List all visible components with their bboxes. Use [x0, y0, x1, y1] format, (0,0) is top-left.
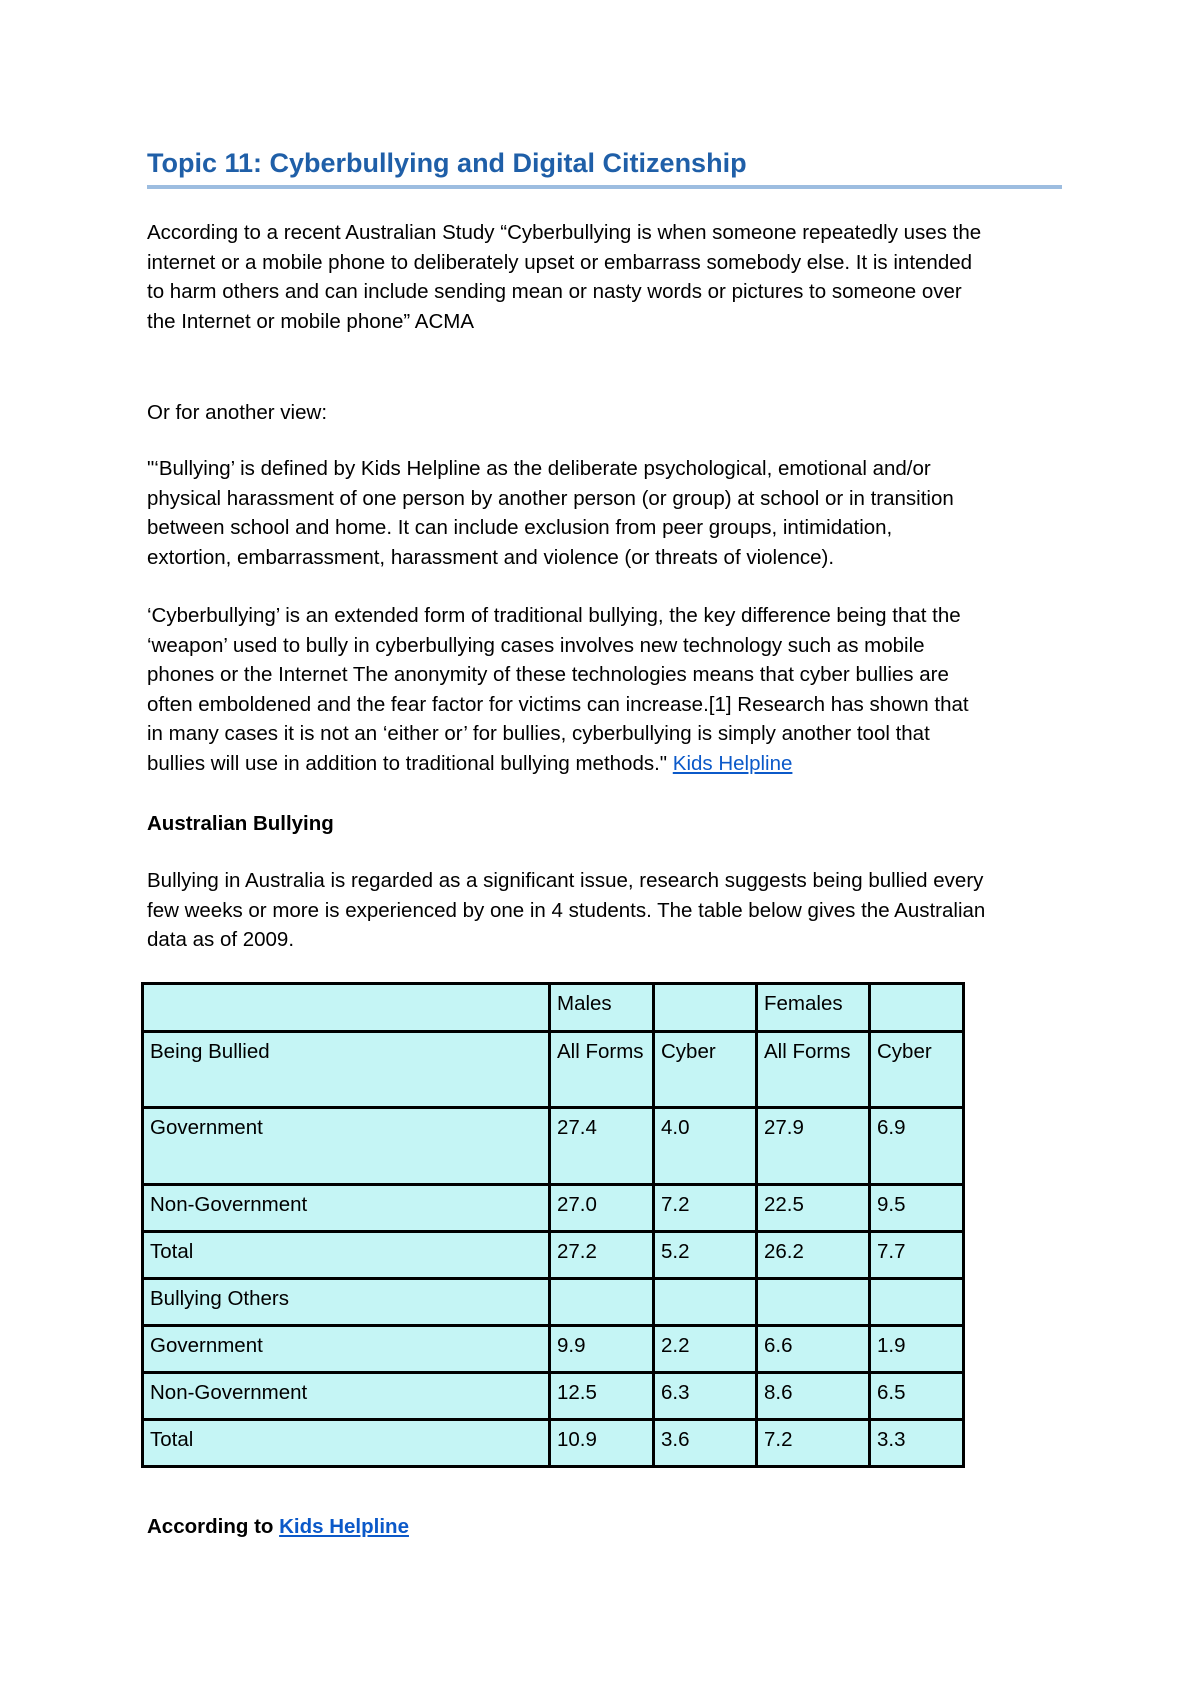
table-cell: Females — [757, 984, 870, 1032]
intro-line: to harm others and can include sending mean or nasty words or pictures to someone over — [147, 280, 962, 303]
table-cell: All Forms — [757, 1032, 870, 1108]
table-cell: 9.9 — [550, 1326, 654, 1373]
table-cell: Males — [550, 984, 654, 1032]
table-cell: 7.2 — [654, 1185, 757, 1232]
table-cell: Non-Government — [143, 1373, 550, 1420]
page-title: Topic 11: Cyberbullying and Digital Citizenship — [147, 148, 1062, 189]
table-cell: 6.9 — [870, 1108, 964, 1185]
table-cell: 6.6 — [757, 1326, 870, 1373]
table-cell — [870, 1279, 964, 1326]
table-cell: 6.5 — [870, 1373, 964, 1420]
table-cell: 6.3 — [654, 1373, 757, 1420]
quote-paragraph-1 — [147, 454, 1062, 572]
intro-line: internet or a mobile phone to deliberately upset or embarrass somebody else. It is intended — [147, 250, 973, 274]
table-cell: 10.9 — [550, 1420, 654, 1467]
table-cell: Total — [143, 1232, 550, 1279]
table-cell: 2.2 — [654, 1326, 757, 1373]
table-cell: 12.5 — [550, 1373, 654, 1420]
kids-helpline-link[interactable]: Kids Helpline — [672, 751, 793, 775]
quote1-line: "‘Bullying’ is defined by Kids Helpline as the deliberate psychological, emotional and/or — [147, 457, 931, 480]
bullying-line: few weeks or more is experienced by one in 4 students. The table below gives the Australian — [147, 898, 986, 922]
intro-line: the Internet or mobile phone” ACMA — [147, 309, 475, 333]
quote1-line: between school and home. It can include exclusion from peer groups, intimidation, — [147, 516, 893, 539]
table-cell — [870, 984, 964, 1032]
table-row — [143, 1326, 964, 1373]
intro-line: According to a recent Australian Study “Cyberbullying is when someone repeatedly uses the — [147, 221, 982, 244]
table-cell: 3.6 — [654, 1420, 757, 1467]
quote1-line: extortion, embarrassment, harassment and violence (or threats of violence). — [147, 545, 835, 569]
table-cell — [654, 984, 757, 1032]
table-cell: Cyber — [870, 1032, 964, 1108]
bullying-paragraph — [147, 866, 1062, 955]
bullying-line: Bullying in Australia is regarded as a significant issue, research suggests being bullied every — [147, 869, 984, 892]
footer-prefix: According to — [147, 1515, 280, 1538]
table-row — [143, 1420, 964, 1467]
table-cell: 9.5 — [870, 1185, 964, 1232]
quote2-last-line: bullies will use in addition to traditional bullying methods." — [147, 751, 673, 775]
quote2-line: often emboldened and the fear factor for victims can increase.[1] Research has shown that — [147, 692, 969, 716]
table-cell: Government — [143, 1108, 550, 1185]
table-cell: 5.2 — [654, 1232, 757, 1279]
table-cell: 4.0 — [654, 1108, 757, 1185]
table-cell: Being Bullied — [143, 1032, 550, 1108]
section-heading: Australian Bullying — [147, 812, 334, 835]
quote2-line: ‘Cyberbullying’ is an extended form of traditional bullying, the key difference being that the — [147, 604, 961, 627]
table-cell: 26.2 — [757, 1232, 870, 1279]
table-cell: Government — [143, 1326, 550, 1373]
another-view-text: Or for another view: — [147, 401, 328, 424]
table-cell: 22.5 — [757, 1185, 870, 1232]
table-header-row — [143, 984, 964, 1032]
table-cell: 8.6 — [757, 1373, 870, 1420]
footer-line — [147, 1512, 1062, 1542]
table-cell: 1.9 — [870, 1326, 964, 1373]
table-row — [143, 1232, 964, 1279]
table-cell — [550, 1279, 654, 1326]
table-cell: 7.7 — [870, 1232, 964, 1279]
table-cell: 7.2 — [757, 1420, 870, 1467]
table-cell: All Forms — [550, 1032, 654, 1108]
table-cell: Total — [143, 1420, 550, 1467]
table-row — [143, 1108, 964, 1185]
table-row — [143, 1373, 964, 1420]
table-cell — [757, 1279, 870, 1326]
table-cell: 27.2 — [550, 1232, 654, 1279]
bullying-line: data as of 2009. — [147, 928, 295, 951]
table-cell — [143, 984, 550, 1032]
table-cell — [654, 1279, 757, 1326]
bullying-data-table — [141, 982, 965, 1468]
quote-paragraph-2 — [147, 601, 1062, 778]
quote1-line: physical harassment of one person by another person (or group) at school or in transition — [147, 486, 954, 510]
table-cell: 27.0 — [550, 1185, 654, 1232]
table-cell: Bullying Others — [143, 1279, 550, 1326]
table-cell: 27.4 — [550, 1108, 654, 1185]
quote2-line: phones or the Internet The anonymity of these technologies means that cyber bullies are — [147, 663, 949, 686]
kids-helpline-footer-link[interactable]: Kids Helpline — [279, 1515, 409, 1538]
table-row — [143, 1279, 964, 1326]
intro-paragraph — [147, 218, 1062, 336]
table-row — [143, 1185, 964, 1232]
quote2-line: in many cases it is not an ‘either or’ for bullies, cyberbullying is simply another tool that — [147, 722, 930, 745]
quote2-line: ‘weapon’ used to bully in cyberbullying cases involves new technology such as mobile — [147, 633, 925, 657]
table-cell: Cyber — [654, 1032, 757, 1108]
table-cell: Non-Government — [143, 1185, 550, 1232]
table-subheader-row — [143, 1032, 964, 1108]
table-cell: 3.3 — [870, 1420, 964, 1467]
table-cell: 27.9 — [757, 1108, 870, 1185]
